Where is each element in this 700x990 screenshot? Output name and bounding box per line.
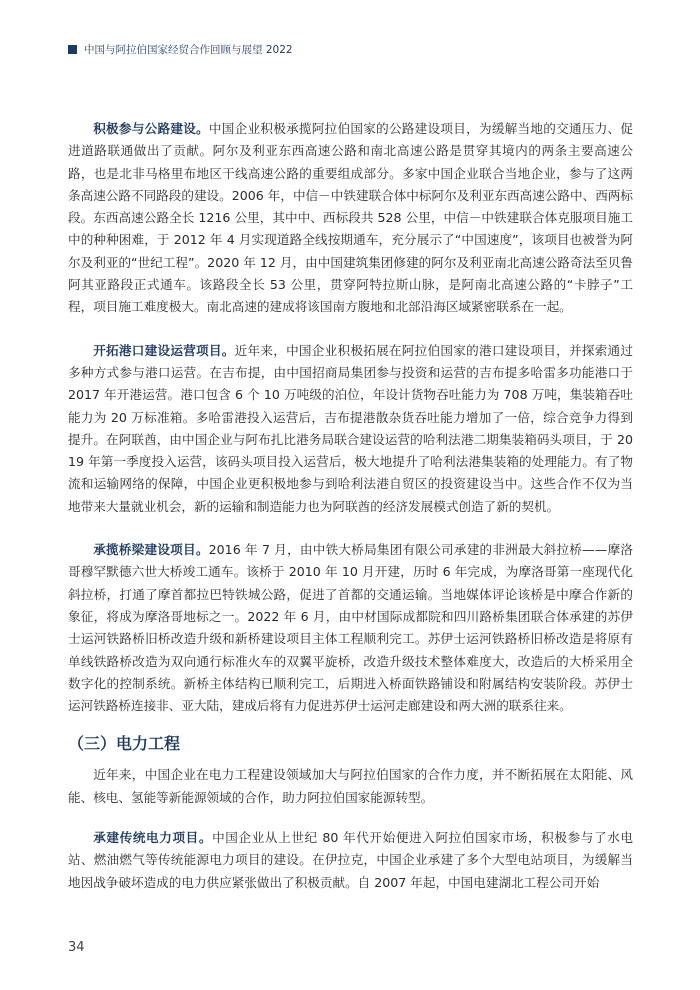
paragraph-text: 2016 年 7 月，由中铁大桥局集团有限公司承建的非洲最大斜拉桥——摩洛哥穆罕默德六世大桥竣工通车。该桥于 2010 年 10 月开建，历时 6 年完成，为摩洛哥第一座现代化斜拉桥，打通了摩首都拉巴特铁城公路，促进了首都的交通运输。当地媒体评论该桥是中摩合作新的象征，将成为摩洛哥地标之一。2022 年 6 月，由中材国际成都院和四川路桥集团联合体承建的苏伊士运河铁路桥旧桥改造升级和新桥建设项目主体工程顺利完工。苏伊士运河铁路桥旧桥改造是将原有单线铁路桥改造为双向通行标准火车的双翼平旋桥，改造升级技术整体难度大，改造后的大桥采用全数字化的控制系统。新桥主体结构已顺利完工，后期进入桥面铁路铺设和附属结构安装阶段。苏伊士运河铁路桥连接非、亚大陆，建成后将有力促进苏伊士运河走廊建设和两大洲的联系往来。: [68, 542, 634, 714]
paragraph-ports: [68, 340, 633, 518]
paragraph-lead: 承建传统电力项目。: [93, 830, 213, 846]
section-heading: （三）电力工程: [68, 734, 181, 754]
paragraph-roads: [68, 118, 633, 319]
paragraph-lead: 开拓港口建设运营项目。: [93, 342, 235, 358]
paragraph-lead: 积极参与公路建设。: [93, 121, 209, 136]
paragraph-text: 中国企业积极承揽阿拉伯国家的公路建设项目，为缓解当地的交通压力、促进道路联通做出了贡献。阿尔及利亚东西高速公路和南北高速公路是贯穿其境内的两条主要高速公路，也是北非马格里布地区干线高速公路的重要组成部分。多家中国企业联合当地企业，参与了这两条高速公路不同路段的建设。2006 年，中信－中铁建联合体中标阿尔及利亚东西高速公路中、西两标段。东西高速公路全长 1216 公里，其中中、西标段共 528 公里，中信－中铁建联合体克服项目施工中的种种困难，于 2012 年 4 月实现道路全线按期通车，充分展示了“中国速度”，该项目也被誉为阿尔及利亚的“世纪工程”。2020 年 12 月，由中国建筑集团修建的阿尔及利亚南北高速公路奇法至贝鲁阿其亚路段正式通车。该路段全长 53 公里，贯穿阿特拉斯山脉，是阿南北高速公路的“卡脖子”工程，项目施工难度极大。南北高速的建成将该国南方腹地和北部沿海区域紧密联系在一起。: [68, 121, 634, 315]
paragraph-bridges: [68, 539, 633, 717]
header-square-icon: [68, 45, 77, 54]
running-header: [68, 42, 293, 57]
paragraph-power-intro: [68, 764, 633, 809]
page-number: 34: [68, 940, 85, 955]
paragraph-text: 近年来，中国企业积极拓展在阿拉伯国家的港口建设项目，并探索通过多种方式参与港口运营。在吉布提，由中国招商局集团参与投资和运营的吉布提多哈雷多功能港口于 2017 年开港运营。港口包含 6 个 10 万吨级的泊位，年设计货物吞吐能力为 708 万吨，集装箱吞吐能力为 20 万标准箱。多哈雷港投入运营后，吉布提港散杂货吞吐能力增加了一倍，综合竞争力得到提升。在阿联酋，由中国企业与阿布扎比港务局联合建设运营的哈利法港二期集装箱码头项目，于 2019 年第一季度投入运营，该码头项目投入运营后，极大地提升了哈利法港集装箱的处理能力。有了物流和运输网络的保障，中国企业更积极地参与到哈利法港自贸区的投资建设当中。这些合作不仅为当地带来大量就业机会，新的运输和制造能力也为阿联酋的经济发展模式创造了新的契机。: [68, 342, 634, 514]
paragraph-text: 中国企业从上世纪 80 年代开始便进入阿拉伯国家市场，积极参与了水电站、燃油燃气等传统能源电力项目的建设。在伊拉克，中国企业承建了多个大型电站项目，为缓解当地因战争破坏造成的电力供应紧张做出了积极贡献。自 2007 年起，中国电建湖北工程公司开始: [68, 830, 633, 890]
page-body: [68, 118, 633, 915]
paragraph-text: 近年来，中国企业在电力工程建设领域加大与阿拉伯国家的合作力度，并不断拓展在太阳能、风能、核电、氢能等新能源领域的合作，助力阿拉伯国家能源转型。: [68, 767, 633, 805]
header-title: 中国与阿拉伯国家经贸合作回顾与展望 2022: [84, 44, 293, 56]
paragraph-traditional-power: [68, 827, 633, 894]
paragraph-lead: 承揽桥梁建设项目。: [93, 542, 209, 558]
